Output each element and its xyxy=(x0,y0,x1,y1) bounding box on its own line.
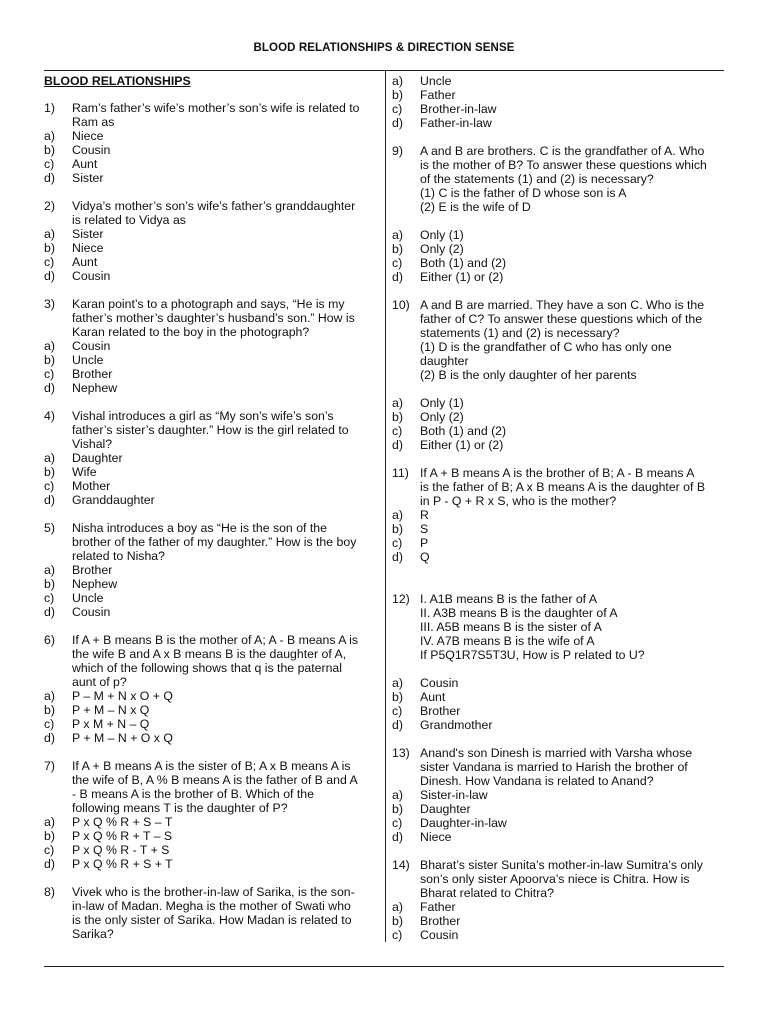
question-line: Ram’s father’s wife’s mother’s son’s wife is related to xyxy=(72,101,360,115)
option-text: Sister xyxy=(72,227,104,241)
option-letter: c ) xyxy=(44,843,72,857)
spacer xyxy=(392,844,722,858)
section-heading: BLOOD RELATIONSHIPS xyxy=(44,74,191,88)
option-text: Cousin xyxy=(72,605,111,619)
option-b xyxy=(44,703,375,717)
option-a xyxy=(44,815,375,829)
option-a xyxy=(392,676,722,690)
option-text: Aunt xyxy=(72,255,98,269)
option-letter: a ) xyxy=(44,689,72,703)
option-text: P x Q % R + S – T xyxy=(72,815,173,829)
question-line: II. A3B means B is the daughter of A xyxy=(420,606,618,620)
option-a xyxy=(44,339,375,353)
option-text: Brother xyxy=(420,914,461,928)
spacer xyxy=(392,732,722,746)
question-number: 6) xyxy=(44,633,55,647)
question-line: Nisha introduces a boy as “He is the son of the xyxy=(72,521,327,535)
question-stem xyxy=(44,633,375,689)
question-line: brother of the father of my daughter.” How is the boy xyxy=(72,535,357,549)
question-line: Bharat’s sister Sunita’s mother-in-law Sumitra’s only xyxy=(420,858,703,872)
question-12 xyxy=(392,592,722,732)
option-text: Mother xyxy=(72,479,111,493)
question-8 xyxy=(44,885,375,941)
option-letter: c ) xyxy=(392,704,420,718)
option-text: Nephew xyxy=(72,577,118,591)
option-text: Cousin xyxy=(72,269,111,283)
question-line: I. A1B means B is the father of A xyxy=(420,592,598,606)
question-number: 14) xyxy=(392,858,410,872)
option-a xyxy=(392,74,722,88)
question-stem xyxy=(392,144,722,186)
question-stem xyxy=(44,521,375,563)
option-letter: c ) xyxy=(44,591,72,605)
option-text: P – M + N x O + Q xyxy=(72,689,173,703)
right-question-list xyxy=(392,144,722,942)
option-text: Only (1) xyxy=(420,396,464,410)
question-13 xyxy=(392,746,722,844)
q8-options xyxy=(392,74,722,130)
option-text: Brother xyxy=(72,563,113,577)
option-text: Granddaughter xyxy=(72,493,155,507)
option-c xyxy=(392,424,722,438)
question-text xyxy=(420,858,722,900)
question-text xyxy=(72,633,375,689)
option-b xyxy=(44,465,375,479)
question-line: A and B are brothers. C is the grandfather of A. Who xyxy=(420,144,705,158)
question-text xyxy=(72,521,375,563)
option-b xyxy=(392,802,722,816)
spacer xyxy=(44,745,375,759)
question-text xyxy=(72,297,375,339)
option-text: Niece xyxy=(420,830,452,844)
question-line: in P - Q + R x S, who is the mother? xyxy=(420,494,617,508)
question-line: following means T is the daughter of P? xyxy=(72,801,288,815)
option-letter: c ) xyxy=(392,424,420,438)
option-a xyxy=(392,228,722,242)
question-number: 9) xyxy=(392,144,403,158)
question-line: father of C? To answer these questions which of the xyxy=(420,312,703,326)
option-d xyxy=(44,605,375,619)
option-d xyxy=(44,269,375,283)
question-line: A and B are married. They have a son C. Who is the xyxy=(420,298,705,312)
option-letter: d ) xyxy=(44,493,72,507)
question-line: father’s sister’s daughter.” How is the girl related to xyxy=(72,423,349,437)
option-letter: d ) xyxy=(392,438,420,452)
option-text: Brother xyxy=(72,367,113,381)
option-letter: c ) xyxy=(44,717,72,731)
question-text xyxy=(72,409,375,451)
question-line: If A + B means B is the mother of A; A - B means A is xyxy=(72,633,359,647)
option-d xyxy=(392,718,722,732)
question-line: Vidya’s mother’s son’s wife’s father’s granddaughter xyxy=(72,199,356,213)
option-text: Father xyxy=(420,88,456,102)
question-14 xyxy=(392,858,722,942)
option-letter: a ) xyxy=(392,508,420,522)
option-b xyxy=(44,353,375,367)
option-text: Either (1) or (2) xyxy=(420,438,504,452)
question-10 xyxy=(392,298,722,452)
spacer xyxy=(44,507,375,521)
question-line: Bharat related to Chitra? xyxy=(420,886,554,900)
option-c xyxy=(44,479,375,493)
option-letter: d ) xyxy=(392,116,420,130)
option-letter: d ) xyxy=(44,171,72,185)
question-stem xyxy=(44,885,375,941)
option-text: Uncle xyxy=(72,591,104,605)
spacer xyxy=(392,452,722,466)
option-text: Cousin xyxy=(420,676,459,690)
question-number: 3) xyxy=(44,297,55,311)
question-number: 7) xyxy=(44,759,55,773)
option-letter: b ) xyxy=(44,703,72,717)
question-line: Vishal introduces a girl as “My son’s wife’s son’s xyxy=(72,409,334,423)
question-9 xyxy=(392,144,722,284)
option-a xyxy=(44,689,375,703)
question-text xyxy=(72,885,375,941)
question-line: the wife of B, A % B means A is the father of B and A xyxy=(72,773,358,787)
option-c xyxy=(392,816,722,830)
question-line: Vishal? xyxy=(72,437,113,451)
question-text xyxy=(72,199,375,227)
option-c xyxy=(44,843,375,857)
option-text: Uncle xyxy=(72,353,104,367)
spacer xyxy=(44,871,375,885)
option-c xyxy=(392,928,722,942)
right-column xyxy=(392,74,722,942)
question-line: is related to Vidya as xyxy=(72,213,186,227)
question-line: the wife B and A x B means B is the daughter of A, xyxy=(72,647,347,661)
option-a xyxy=(392,508,722,522)
question-text xyxy=(72,759,375,815)
option-letter: b ) xyxy=(44,577,72,591)
option-b xyxy=(392,88,722,102)
option-text: Daughter xyxy=(420,802,471,816)
question-text xyxy=(72,101,375,129)
option-letter: a ) xyxy=(44,451,72,465)
option-text: Niece xyxy=(72,129,104,143)
option-c xyxy=(392,256,722,270)
option-letter: d ) xyxy=(44,381,72,395)
option-letter: d ) xyxy=(44,605,72,619)
option-a xyxy=(392,396,722,410)
question-stem xyxy=(392,858,722,900)
question-line: Ram as xyxy=(72,115,115,129)
option-text: Daughter xyxy=(72,451,123,465)
option-d xyxy=(392,270,722,284)
spacer xyxy=(392,214,722,228)
question-text xyxy=(420,746,722,788)
question-line: Sarika? xyxy=(72,927,114,941)
question-number: 4) xyxy=(44,409,55,423)
question-line: IV. A7B means B is the wife of A xyxy=(420,634,595,648)
option-letter: b ) xyxy=(44,465,72,479)
option-text: P x Q % R + S + T xyxy=(72,857,173,871)
question-stem xyxy=(392,746,722,788)
option-c xyxy=(44,157,375,171)
question-line: Vivek who is the brother-in-law of Sarika, is the son- xyxy=(72,885,355,899)
option-letter: d ) xyxy=(44,269,72,283)
option-b xyxy=(392,410,722,424)
question-stem xyxy=(392,592,722,662)
option-letter: c ) xyxy=(44,367,72,381)
top-rule xyxy=(44,70,724,71)
question-line: Karan point’s to a photograph and says, “He is my xyxy=(72,297,345,311)
option-letter: b ) xyxy=(392,690,420,704)
question-line: statements (1) and (2) is necessary? xyxy=(420,326,620,340)
option-letter: a ) xyxy=(44,129,72,143)
option-letter: a ) xyxy=(392,788,420,802)
question-stem xyxy=(392,298,722,340)
option-b xyxy=(392,242,722,256)
option-text: P x Q % R - T + S xyxy=(72,843,170,857)
option-text: Brother xyxy=(420,704,461,718)
spacer xyxy=(392,662,722,676)
option-letter: a ) xyxy=(392,676,420,690)
option-c xyxy=(44,255,375,269)
option-d xyxy=(44,731,375,745)
option-letter: b ) xyxy=(44,143,72,157)
question-text xyxy=(420,298,722,340)
option-text: Aunt xyxy=(72,157,98,171)
option-text: R xyxy=(420,508,429,522)
question-line: If P5Q1R7S5T3U, How is P related to U? xyxy=(420,648,645,662)
option-letter: c ) xyxy=(392,928,420,942)
option-text: P x Q % R + T – S xyxy=(72,829,173,843)
question-line: related to Nisha? xyxy=(72,549,165,563)
question-text xyxy=(420,144,722,186)
question-number: 10) xyxy=(392,298,410,312)
question-line: sister Vandana is married to Harish the brother of xyxy=(420,760,688,774)
option-text: Nephew xyxy=(72,381,118,395)
option-letter: b ) xyxy=(392,914,420,928)
option-text: Both (1) and (2) xyxy=(420,256,507,270)
option-letter: a ) xyxy=(392,228,420,242)
option-letter: d ) xyxy=(392,830,420,844)
spacer xyxy=(392,578,722,592)
option-d xyxy=(44,493,375,507)
option-letter: b ) xyxy=(44,829,72,843)
option-letter: a ) xyxy=(44,563,72,577)
question-11 xyxy=(392,466,722,564)
option-text: Wife xyxy=(72,465,97,479)
option-b xyxy=(392,914,722,928)
option-letter: b ) xyxy=(392,88,420,102)
option-d xyxy=(392,830,722,844)
option-text: Grandmother xyxy=(420,718,493,732)
question-stem xyxy=(44,199,375,227)
option-letter: b ) xyxy=(44,241,72,255)
spacer xyxy=(392,284,722,298)
question-stem xyxy=(44,409,375,451)
option-text: Only (1) xyxy=(420,228,464,242)
question-stem xyxy=(44,759,375,815)
option-letter: d ) xyxy=(44,857,72,871)
option-text: Only (2) xyxy=(420,410,464,424)
option-b xyxy=(44,143,375,157)
question-line: - B means A is the brother of B. Which of the xyxy=(72,787,314,801)
question-line: is the mother of B? To answer these questions which xyxy=(420,158,707,172)
option-c xyxy=(44,367,375,381)
spacer xyxy=(44,283,375,297)
option-letter: c ) xyxy=(44,479,72,493)
option-letter: a ) xyxy=(44,815,72,829)
question-text xyxy=(420,466,722,508)
option-d xyxy=(392,438,722,452)
option-text: Q xyxy=(420,550,430,564)
option-a xyxy=(44,227,375,241)
option-text: Either (1) or (2) xyxy=(420,270,504,284)
option-text: Sister-in-law xyxy=(420,788,488,802)
option-letter: b ) xyxy=(392,242,420,256)
statement-line: (1) D is the grandfather of C who has only one xyxy=(420,340,672,354)
question-number: 5) xyxy=(44,521,55,535)
question-line: is the father of B; A x B means A is the daughter of B xyxy=(420,480,706,494)
option-letter: c ) xyxy=(392,256,420,270)
option-text: Uncle xyxy=(420,74,452,88)
question-line: If A + B means A is the sister of B; A x B means A is xyxy=(72,759,351,773)
question-1 xyxy=(44,101,375,185)
question-number: 13) xyxy=(392,746,410,760)
statement-line: daughter xyxy=(420,354,469,368)
option-b xyxy=(44,241,375,255)
statement-line: (2) E is the wife of D xyxy=(420,200,531,214)
option-a xyxy=(44,129,375,143)
question-6 xyxy=(44,633,375,745)
question-line: III. A5B means B is the sister of A xyxy=(420,620,602,634)
option-text: Both (1) and (2) xyxy=(420,424,507,438)
question-line: Anand's son Dinesh is married with Varsha whose xyxy=(420,746,693,760)
option-c xyxy=(44,591,375,605)
question-stem xyxy=(44,101,375,129)
option-letter: c ) xyxy=(392,536,420,550)
option-b xyxy=(44,829,375,843)
option-d xyxy=(44,171,375,185)
option-letter: b ) xyxy=(392,410,420,424)
question-line: Karan related to the boy in the photograph? xyxy=(72,325,310,339)
option-text: Cousin xyxy=(72,339,111,353)
option-letter: a ) xyxy=(44,227,72,241)
option-letter: d ) xyxy=(392,550,420,564)
option-b xyxy=(392,690,722,704)
option-text: S xyxy=(420,522,429,536)
option-letter: b ) xyxy=(392,802,420,816)
option-letter: a ) xyxy=(392,396,420,410)
option-letter: a ) xyxy=(392,74,420,88)
option-text: Father-in-law xyxy=(420,116,492,130)
left-column xyxy=(44,74,375,941)
option-text: Cousin xyxy=(420,928,459,942)
left-question-list xyxy=(44,101,375,941)
question-4 xyxy=(44,409,375,507)
statement-line: (1) C is the father of D whose son is A xyxy=(420,186,627,200)
question-7 xyxy=(44,759,375,871)
spacer xyxy=(44,619,375,633)
option-letter: c ) xyxy=(44,255,72,269)
option-letter: a ) xyxy=(392,900,420,914)
option-letter: b ) xyxy=(392,522,420,536)
option-a xyxy=(44,451,375,465)
spacer xyxy=(392,382,722,396)
question-stem xyxy=(44,297,375,339)
spacer xyxy=(44,185,375,199)
option-b xyxy=(44,577,375,591)
question-number: 1) xyxy=(44,101,55,115)
question-number: 11) xyxy=(392,466,409,480)
question-line: son’s only sister Apoorva’s niece is Chitra. How is xyxy=(420,872,690,886)
option-c xyxy=(392,536,722,550)
option-letter: d ) xyxy=(392,718,420,732)
question-line: is the only sister of Sarika. How Madan is related to xyxy=(72,913,352,927)
statement-line: (2) B is the only daughter of her parents xyxy=(420,368,637,382)
option-text: Daughter-in-law xyxy=(420,816,507,830)
option-text: Only (2) xyxy=(420,242,464,256)
option-b xyxy=(392,522,722,536)
option-text: P + M – N + O x Q xyxy=(72,731,173,745)
option-a xyxy=(44,563,375,577)
option-letter: c ) xyxy=(392,816,420,830)
question-line: aunt of p? xyxy=(72,675,127,689)
column-divider xyxy=(385,70,386,942)
question-number: 2) xyxy=(44,199,55,213)
option-d xyxy=(392,550,722,564)
option-d xyxy=(44,857,375,871)
option-text: P + M – N x Q xyxy=(72,703,150,717)
option-letter: c ) xyxy=(392,102,420,116)
bottom-rule xyxy=(44,966,724,967)
question-5 xyxy=(44,521,375,619)
question-line: father’s mother’s daughter’s husband’s son.” How is xyxy=(72,311,355,325)
page-title: BLOOD RELATIONSHIPS & DIRECTION SENSE xyxy=(253,42,515,54)
option-letter: d ) xyxy=(392,270,420,284)
option-a xyxy=(392,900,722,914)
spacer xyxy=(392,564,722,578)
question-line: in-law of Madan. Megha is the mother of Swati who xyxy=(72,899,351,913)
option-letter: b ) xyxy=(44,353,72,367)
question-stem xyxy=(392,466,722,508)
question-text xyxy=(420,592,722,662)
question-number: 12) xyxy=(392,592,410,606)
option-text: Aunt xyxy=(420,690,446,704)
option-c xyxy=(392,102,722,116)
question-2 xyxy=(44,199,375,283)
option-text: Sister xyxy=(72,171,104,185)
question-number: 8) xyxy=(44,885,55,899)
question-line: of the statements (1) and (2) is necessary? xyxy=(420,172,654,186)
question-3 xyxy=(44,297,375,395)
spacer xyxy=(44,395,375,409)
option-a xyxy=(392,788,722,802)
option-text: P x M + N – Q xyxy=(72,717,150,731)
option-text: Niece xyxy=(72,241,104,255)
option-text: Father xyxy=(420,900,456,914)
option-text: Brother-in-law xyxy=(420,102,497,116)
question-line: If A + B means A is the brother of B; A - B means A xyxy=(420,466,695,480)
option-text: P xyxy=(420,536,429,550)
option-letter: a ) xyxy=(44,339,72,353)
option-d xyxy=(392,116,722,130)
option-letter: c ) xyxy=(44,157,72,171)
option-d xyxy=(44,381,375,395)
option-c xyxy=(44,717,375,731)
option-text: Cousin xyxy=(72,143,111,157)
option-letter: d ) xyxy=(44,731,72,745)
option-c xyxy=(392,704,722,718)
question-line: Dinesh. How Vandana is related to Anand? xyxy=(420,774,654,788)
question-line: which of the following shows that q is the paternal xyxy=(72,661,343,675)
